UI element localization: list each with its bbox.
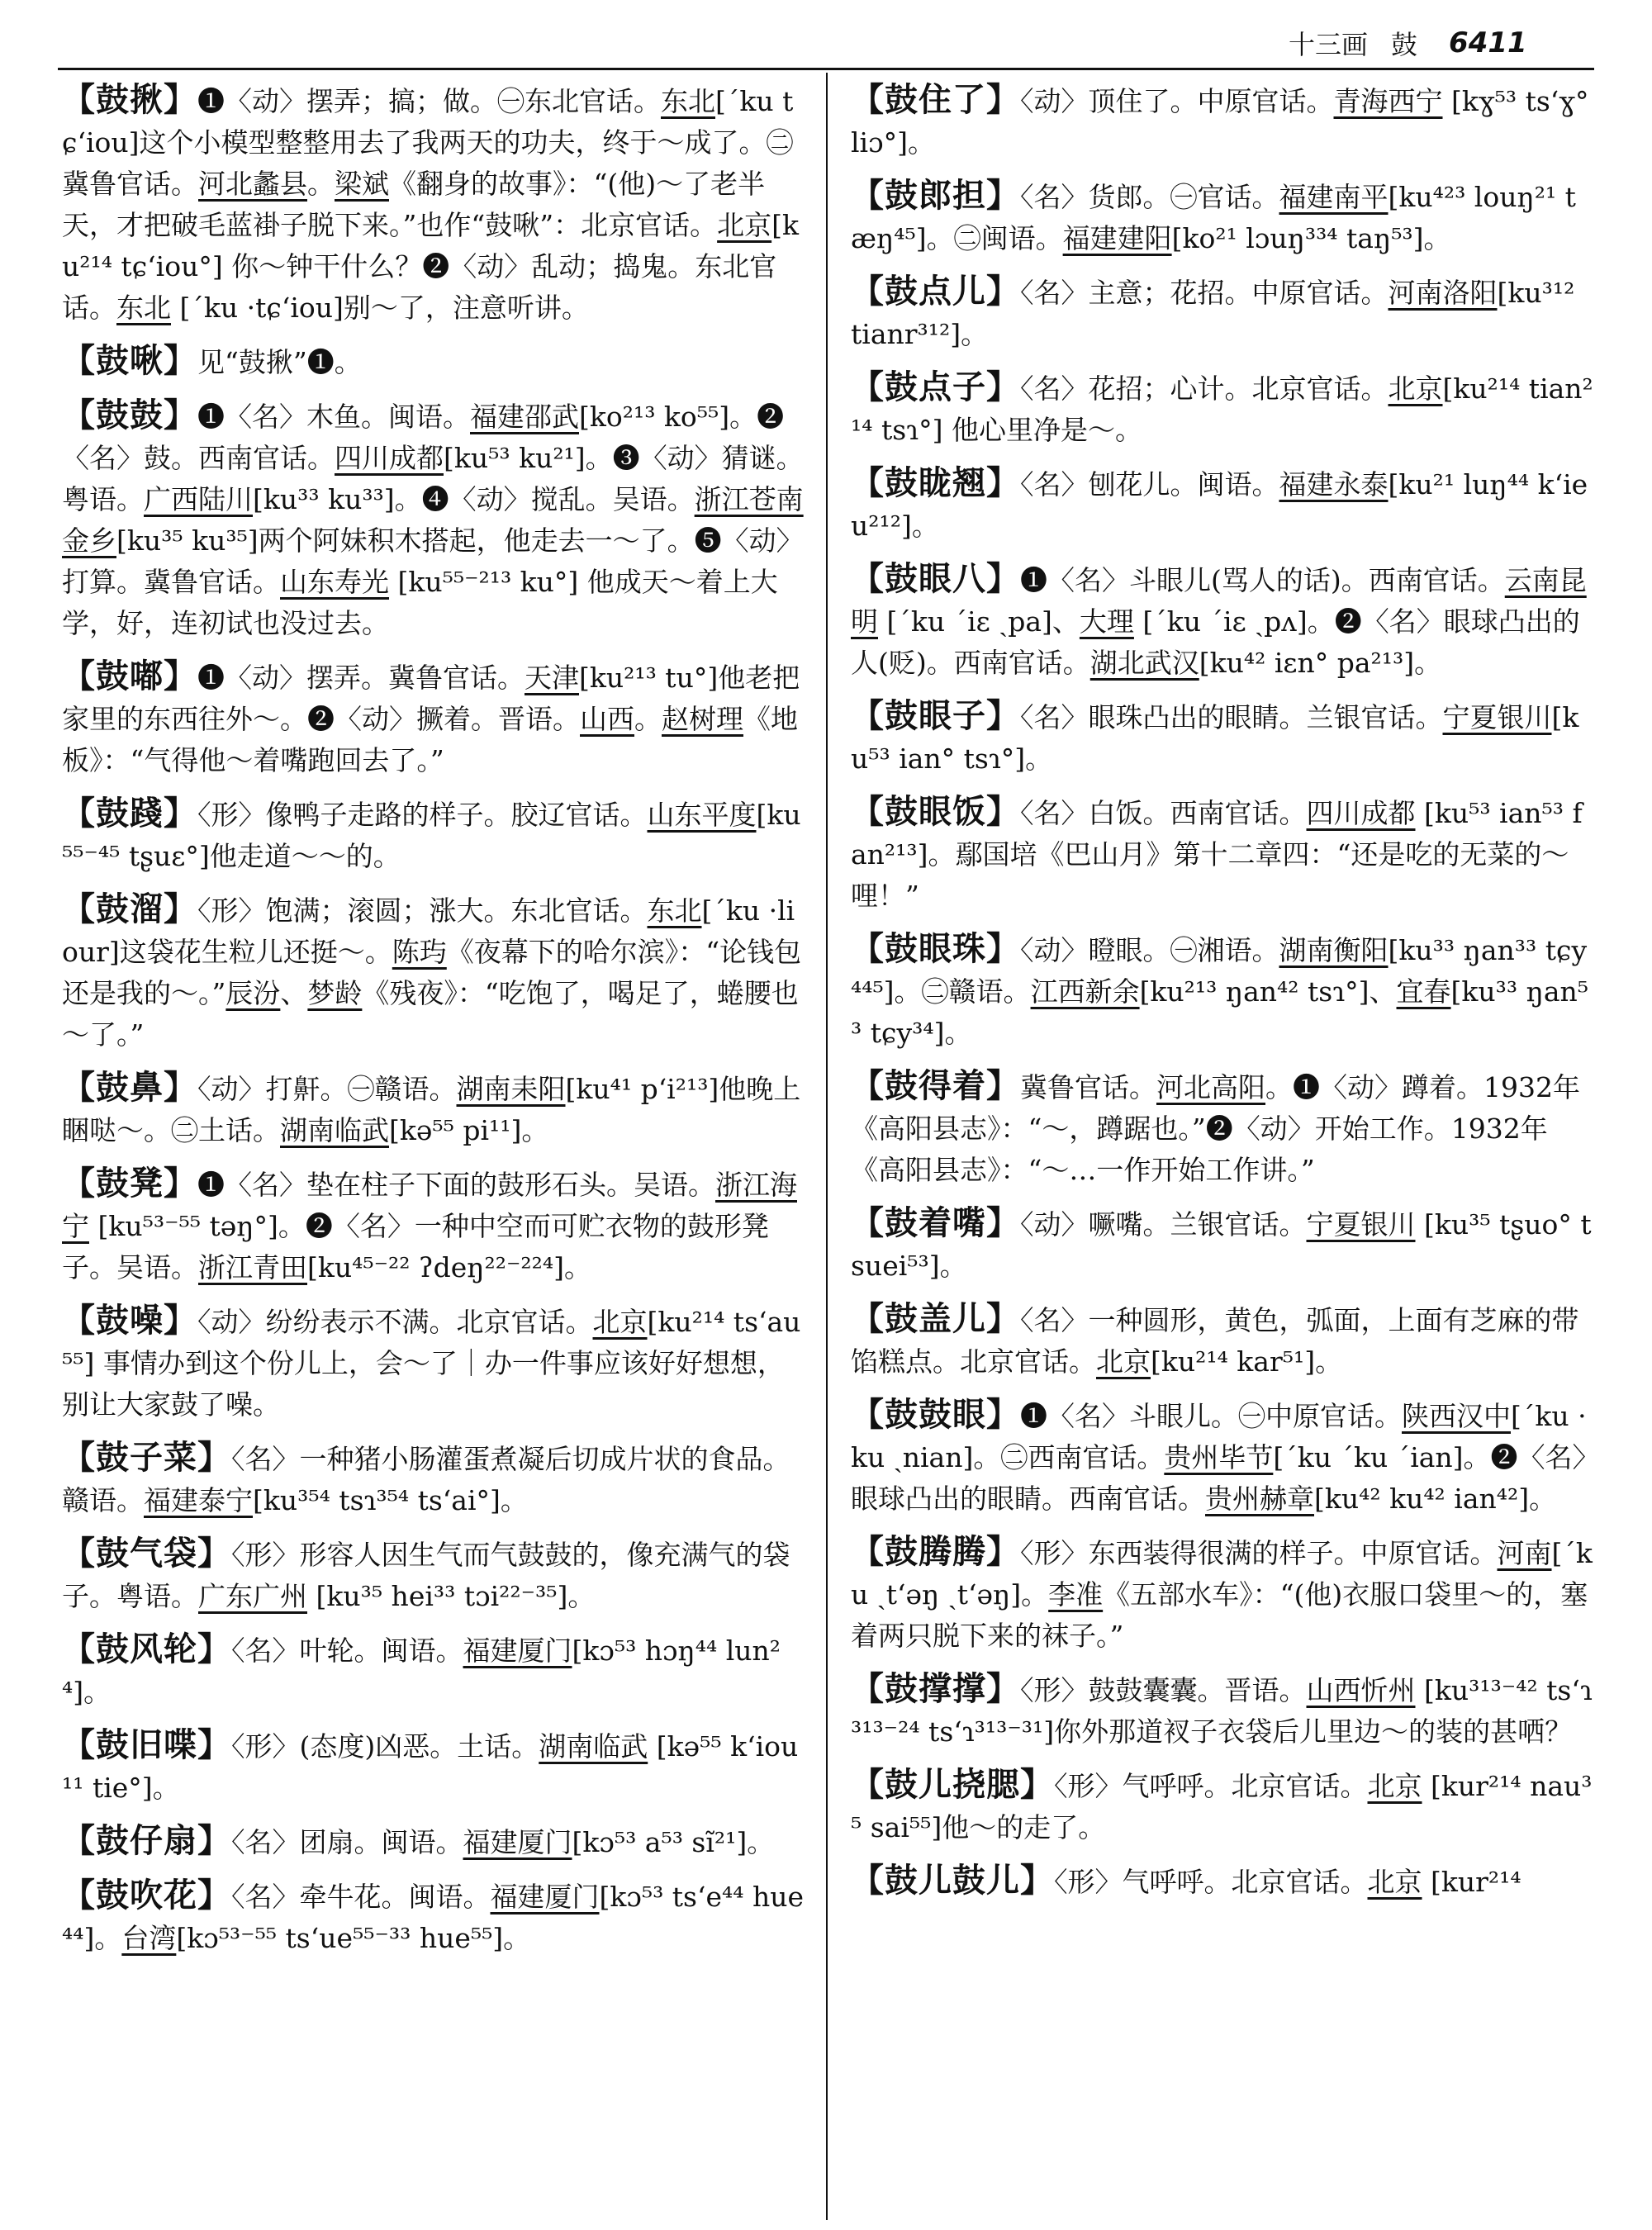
page-number: 6411 <box>1449 26 1527 59</box>
entry-place-name: 河北高阳 <box>1156 1071 1265 1103</box>
entry-place-name: 陈玙 <box>392 936 447 968</box>
entry-headword: 【鼓撑撑】 <box>851 1670 1020 1708</box>
dictionary-entry <box>62 1067 805 1151</box>
entry-place-name: 福建永泰 <box>1279 468 1389 501</box>
entry-text: 《残夜》：“吃饱了，喝足了，蜷腰也～了。” <box>62 977 799 1051</box>
entry-place-name: 北京 <box>717 209 772 241</box>
entry-text: [ku⁵⁵⁻²¹³ ku°] 他成天～着上大学，好，连初试也没过去。 <box>62 566 778 639</box>
entry-place-name: 河南 <box>1497 1537 1552 1569</box>
entry-headword: 【鼓点儿】 <box>851 273 1020 311</box>
entry-text: [ku³⁵ hei³³ tɔi²²⁻³⁵]。 <box>307 1580 596 1612</box>
entry-place-name: 山西 <box>580 703 634 735</box>
entry-text: 《地板》：“气得他～着嘴跑回去了。” <box>62 703 798 776</box>
entry-text: ❶〈名〉垫在柱子下面的鼓形石头。吴语。 <box>197 1169 715 1201</box>
entry-text: 〈动〉顶住了。中原官话。 <box>1020 85 1334 117</box>
entry-headword: 【鼓儿挠腮】 <box>851 1766 1054 1804</box>
entry-text: [ku³⁵ tʂuo° tsuei⁵³]。 <box>851 1208 1592 1282</box>
dictionary-entry <box>62 889 805 1056</box>
entry-text: [ku³³ ŋan⁵³ tɕy³⁴]。 <box>851 975 1588 1049</box>
entry-place-name: 云南昆明 <box>851 564 1587 638</box>
entry-text: [ku⁵³ ian⁵³ fan²¹³]。鄢国培《巴山月》第十二章四：“还是吃的无菜的～哩！” <box>851 797 1583 912</box>
entry-headword: 【鼓着嘴】 <box>851 1204 1020 1242</box>
entry-text: [ko²¹³ ko⁵⁵]。❷〈名〉鼓。西南官话。 <box>62 401 785 474</box>
entry-headword: 【鼓眼八】 <box>851 560 1020 598</box>
entry-headword: 【鼓郎担】 <box>851 177 1020 215</box>
dictionary-entry <box>851 1065 1594 1191</box>
entry-text: 冀鲁官话。 <box>1020 1071 1156 1103</box>
entry-text: 、 <box>280 977 308 1009</box>
entry-text: [ku⁵³ ku²¹]。❸〈动〉猜谜。粤语。 <box>62 442 804 515</box>
dictionary-entry <box>851 928 1594 1054</box>
dictionary-entry <box>851 1531 1594 1657</box>
entry-headword: 【鼓仔扇】 <box>62 1822 231 1860</box>
entry-text: 〈名〉一种圆形，黄色，弧面，上面有芝麻的带馅糕点。北京官话。 <box>851 1304 1579 1378</box>
entry-text: [ˊku ˊiɛ ˏpʌ]。❷〈名〉眼球凸出的人(贬)。西南官话。 <box>851 605 1580 679</box>
entry-headword: 【鼓吹花】 <box>62 1877 231 1914</box>
entry-headword: 【鼓凳】 <box>62 1165 197 1203</box>
column-divider <box>826 73 828 2220</box>
entry-place-name: 北京 <box>1367 1770 1422 1802</box>
entry-place-name: 大理 <box>1079 605 1134 638</box>
entry-place-name: 湖北武汉 <box>1089 647 1199 679</box>
entry-text: 〈形〉形容人因生气而气鼓鼓的，像充满气的袋子。粤语。 <box>62 1539 790 1612</box>
left-column <box>62 79 805 1971</box>
entry-text: [ku²¹⁴ tɕʻiou°] 你～钟干什么？❷〈动〉乱动；捣鬼。东北官话。 <box>62 209 799 324</box>
entry-text: [ku²¹³ tu°]他老把家里的东西往外～。❷〈动〉撅着。晋语。 <box>62 662 800 735</box>
dictionary-entry <box>62 1533 805 1617</box>
entry-place-name: 贵州毕节 <box>1164 1441 1274 1473</box>
entry-headword: 【鼓腾腾】 <box>851 1533 1020 1571</box>
entry-text: 〈名〉牵牛花。闽语。 <box>231 1881 491 1913</box>
dictionary-entry <box>62 793 805 877</box>
dictionary-entry <box>851 558 1594 684</box>
entry-text: [ˊku tɕʻiou]这个小模型整整用去了我两天的功夫，终于～成了。㊁冀鲁官话。 <box>62 85 794 200</box>
dictionary-entry <box>62 1300 805 1426</box>
entry-place-name: 福建泰宁 <box>144 1484 253 1516</box>
dictionary-entry <box>851 1860 1594 1903</box>
entry-place-name: 东北 <box>661 85 715 117</box>
entry-text: [ku²¹⁴ tsʻau⁵⁵] 事情办到这个份儿上，会～了｜办一件事应该好好想想，别让大家鼓了噪。 <box>62 1306 801 1421</box>
entry-place-name: 辰汾 <box>225 977 281 1009</box>
entry-place-name: 浙江海宁 <box>62 1169 797 1242</box>
entry-text: [ku⁴²³ louŋ²¹ tæŋ⁴⁵]。㊁闽语。 <box>851 181 1576 254</box>
entry-text: 〈名〉花招；心计。北京官话。 <box>1020 372 1389 405</box>
entry-text: 〈形〉东西装得很满的样子。中原官话。 <box>1020 1537 1498 1569</box>
entry-place-name: 北京 <box>1388 372 1443 405</box>
entry-text: [ku⁵³ ian° tsɿ°]。 <box>851 701 1579 775</box>
entry-headword: 【鼓气袋】 <box>62 1535 231 1573</box>
entry-text: [ˊku ·liour]这袋花生粒儿还挺～。 <box>62 894 795 968</box>
running-header <box>1289 18 1594 68</box>
entry-place-name: 东北 <box>647 894 702 927</box>
entry-text: 〈形〉鼓鼓囊囊。晋语。 <box>1020 1674 1307 1706</box>
entry-place-name: 山西忻州 <box>1306 1674 1416 1706</box>
entry-place-name: 河南洛阳 <box>1388 277 1498 309</box>
entry-place-name: 福建厦门 <box>463 1826 572 1858</box>
entry-text: [ku⁵⁵⁻⁴⁵ tʂuɛ°]他走道～～的。 <box>62 799 801 872</box>
entry-text: [ku⁵³⁻⁵⁵ təŋ°]。❷〈名〉一种中空而可贮衣物的鼓形凳子。吴语。 <box>62 1210 769 1283</box>
entry-text: 〈动〉纷纷表示不满。北京官话。 <box>197 1306 593 1338</box>
entry-text: 〈形〉气呼呼。北京官话。 <box>1054 1866 1368 1898</box>
entry-headword: 【鼓眼珠】 <box>851 930 1020 968</box>
dictionary-entry <box>62 340 805 383</box>
entry-place-name: 江西新余 <box>1030 975 1140 1008</box>
entry-headword: 【鼓风轮】 <box>62 1630 231 1668</box>
entry-text: 〈形〉(态度)凶恶。土话。 <box>231 1730 539 1763</box>
entry-place-name: 贵州赫章 <box>1205 1483 1314 1515</box>
entry-place-name: 北京 <box>1367 1866 1422 1898</box>
entry-text: ❶〈名〉斗眼儿。㊀中原官话。 <box>1020 1400 1402 1432</box>
entry-headword: 【鼓住了】 <box>851 81 1020 119</box>
entry-text: [ku³¹² tianr³¹²]。 <box>851 277 1575 350</box>
entry-place-name: 北京 <box>1096 1345 1151 1378</box>
entry-place-name: 梦龄 <box>307 977 363 1009</box>
entry-text: ❶〈名〉斗眼儿(骂人的话)。西南官话。 <box>1020 564 1505 596</box>
entry-headword: 【鼓眬翘】 <box>851 464 1020 502</box>
header-rule <box>58 68 1594 70</box>
entry-text: [ku²¹⁴ tian²¹⁴ tsɿ°] 他心里净是～。 <box>851 372 1593 446</box>
entry-text: 《五部水车》：“(他)衣服口袋里～的，塞着两只脱下来的袜子。” <box>851 1578 1588 1652</box>
entry-text: [ku³⁵ ku³⁵]两个阿妹积木搭起，他走去一～了。❺〈动〉打算。冀鲁官话。 <box>62 524 804 598</box>
entry-place-name: 山东寿光 <box>280 566 389 598</box>
entry-place-name: 梁斌 <box>335 168 389 200</box>
entry-text: [kə⁵⁵ pi¹¹]。 <box>389 1114 549 1146</box>
entry-text: [ko²¹ lɔuŋ³³⁴ taŋ⁵³]。 <box>1171 222 1451 254</box>
dictionary-entry <box>62 79 805 329</box>
entry-place-name: 北京 <box>592 1306 648 1338</box>
entry-text: [kə⁵⁵ kʻiou¹¹ tie°]。 <box>62 1730 799 1804</box>
entry-text: ❶〈动〉摆弄。冀鲁官话。 <box>197 662 525 694</box>
entry-text: 〈形〉饱满；滚圆；涨大。东北官话。 <box>197 894 648 927</box>
entry-text: [ku⁴⁵⁻²² ʔdeŋ²²⁻²²⁴]。 <box>307 1251 591 1283</box>
entry-text: [kɔ⁵³⁻⁵⁵ tsʻue⁵⁵⁻³³ hue⁵⁵]。 <box>176 1922 531 1954</box>
stroke-label: 十三画 <box>1289 29 1369 60</box>
dictionary-entry <box>851 695 1594 780</box>
entry-headword: 【鼓踐】 <box>62 795 197 833</box>
entry-place-name: 福建邵武 <box>470 401 579 433</box>
entry-place-name: 山东平度 <box>647 799 757 831</box>
entry-text: [ˊku ·tɕʻiou]别～了，注意听讲。 <box>171 292 589 324</box>
entry-place-name: 广东广州 <box>198 1580 307 1612</box>
dictionary-entry <box>851 1394 1594 1520</box>
dictionary-entry <box>851 463 1594 547</box>
entry-place-name: 宁夏银川 <box>1442 701 1552 733</box>
entry-text: [ku²¹⁴ kar⁵¹]。 <box>1151 1345 1343 1378</box>
entry-text: 〈名〉白饭。西南官话。 <box>1020 797 1307 829</box>
entry-headword: 【鼓揪】 <box>62 81 197 119</box>
entry-text: [kur²¹⁴ <box>1422 1866 1521 1898</box>
entry-text: 见“鼓揪”❶。 <box>197 346 362 378</box>
entry-place-name: 湖南耒阳 <box>456 1073 566 1105</box>
dictionary-entry <box>851 1203 1594 1287</box>
entry-place-name: 四川成都 <box>335 442 444 474</box>
entry-headword: 【鼓点子】 <box>851 368 1020 406</box>
dictionary-entry <box>851 1764 1594 1848</box>
entry-text: 。 <box>634 703 662 735</box>
entry-text: [ˊku ˊku ˊian]。❷〈名〉眼球凸出的眼睛。西南官话。 <box>851 1441 1587 1515</box>
entry-text: [ku⁴² ku⁴² ian⁴²]。 <box>1314 1483 1557 1515</box>
entry-place-name: 福建南平 <box>1279 181 1389 213</box>
entry-headword: 【鼓眼饭】 <box>851 793 1020 831</box>
dictionary-entry <box>62 1725 805 1809</box>
entry-text: [ˊku ·ku ˎnian]。㊁西南官话。 <box>851 1400 1587 1473</box>
entry-place-name: 赵树理 <box>662 703 743 735</box>
entry-text: ❶〈动〉摆弄；搞；做。㊀东北官话。 <box>197 85 661 117</box>
entry-place-name: 天津 <box>525 662 579 694</box>
entry-headword: 【鼓鼓】 <box>62 396 197 434</box>
entry-text: [kɔ⁵³ tsʻe⁴⁴ hue⁴⁴]。 <box>62 1881 804 1954</box>
entry-text: [ku³³ ŋan³³ tɕy⁴⁴⁵]。㊁赣语。 <box>851 934 1588 1008</box>
dictionary-entry <box>851 271 1594 355</box>
entry-text: 〈名〉团扇。闽语。 <box>231 1826 463 1858</box>
dictionary-entry <box>851 791 1594 917</box>
dictionary-entry <box>851 79 1594 164</box>
entry-place-name: 浙江青田 <box>198 1251 307 1283</box>
dictionary-entry <box>851 367 1594 451</box>
entry-place-name: 河北蠡县 <box>198 168 307 200</box>
entry-place-name: 宁夏银川 <box>1306 1208 1416 1241</box>
entry-place-name: 广西陆川 <box>144 483 253 515</box>
entry-text: 〈名〉刨花儿。闽语。 <box>1020 468 1279 501</box>
dictionary-entry <box>851 1298 1594 1383</box>
entry-place-name: 福建厦门 <box>490 1881 600 1913</box>
dictionary-entry <box>851 1668 1594 1753</box>
entry-text: [kur²¹⁴ nau³⁵ sai⁵⁵]他～的走了。 <box>851 1770 1593 1843</box>
entry-headword: 【鼓得着】 <box>851 1067 1020 1105</box>
entry-headword: 【鼓嘟】 <box>62 657 197 695</box>
entry-text: [ku³³ ku³³]。❹〈动〉搅乱。吴语。 <box>253 483 695 515</box>
entry-text: [ku³⁵⁴ tsɿ³⁵⁴ tsʻai°]。 <box>253 1484 528 1516</box>
entry-text: [ˊku ˊiɛ ˏpa]、 <box>878 605 1080 638</box>
entry-text: 。 <box>307 168 335 200</box>
entry-text: [kɣ⁵³ tsʻɣ° liɔ°]。 <box>851 85 1589 159</box>
entry-place-name: 福建厦门 <box>463 1635 572 1667</box>
entry-text: [ku²¹³ ŋan⁴² tsɿ°]、 <box>1139 975 1397 1008</box>
entry-text: 〈名〉眼珠凸出的眼睛。兰银官话。 <box>1020 701 1443 733</box>
dictionary-entry <box>62 1163 805 1288</box>
entry-headword: 【鼓溜】 <box>62 890 197 928</box>
entry-place-name: 陕西汉中 <box>1402 1400 1511 1432</box>
right-column <box>851 79 1594 1914</box>
entry-text: 。❶〈动〉蹲着。1932年《高阳县志》：“～，蹲踞也。”❷〈动〉开始工作。1932年《高阳县志》：“～…一作开始工作讲。” <box>851 1071 1580 1186</box>
dictionary-entry <box>62 1437 805 1521</box>
entry-headword: 【鼓儿鼓儿】 <box>851 1862 1054 1900</box>
entry-headword: 【鼓鼻】 <box>62 1069 197 1107</box>
entry-text: [kɔ⁵³ a⁵³ sĩ²¹]。 <box>572 1826 775 1858</box>
entry-place-name: 湖南临武 <box>280 1114 389 1146</box>
entry-text: 〈名〉一种猪小肠灌蛋煮凝后切成片状的食品。赣语。 <box>62 1443 790 1516</box>
entry-place-name: 宜春 <box>1396 975 1451 1008</box>
entry-text: ❶〈名〉木鱼。闽语。 <box>197 401 470 433</box>
dictionary-entry <box>62 1875 805 1959</box>
entry-text: [ku²¹ luŋ⁴⁴ kʻieu²¹²]。 <box>851 468 1588 542</box>
entry-text: 〈名〉主意；花招。中原官话。 <box>1020 277 1389 309</box>
entry-text: [kɔ⁵³ hɔŋ⁴⁴ lun²⁴]。 <box>62 1635 781 1708</box>
entry-place-name: 湖南临武 <box>539 1730 648 1763</box>
entry-text: [ku⁴¹ pʻi²¹³]他晚上睏哒～。㊁土话。 <box>62 1073 801 1146</box>
entry-text: [ku³¹³⁻⁴² tsʻɿ³¹³⁻²⁴ tsʻɿ³¹³⁻³¹]你外那道衩子衣袋后儿里边～的装的甚哂？ <box>851 1674 1593 1748</box>
dictionary-entry <box>62 1629 805 1713</box>
entry-headword: 【鼓旧喋】 <box>62 1726 231 1764</box>
entry-text: 〈动〉打鼾。㊀赣语。 <box>197 1073 457 1105</box>
radical-label: 鼓 <box>1391 29 1418 60</box>
entry-place-name: 东北 <box>116 292 171 324</box>
entry-text: 〈名〉叶轮。闽语。 <box>231 1635 463 1667</box>
entry-place-name: 四川成都 <box>1306 797 1416 829</box>
entry-text: [ˊku ˎtʻəŋ ˎtʻəŋ]。 <box>851 1537 1593 1611</box>
entry-place-name: 福建建阳 <box>1062 222 1172 254</box>
entry-text: 〈形〉像鸭子走路的样子。胶辽官话。 <box>197 799 648 831</box>
dictionary-entry <box>62 656 805 781</box>
entry-place-name: 青海西宁 <box>1333 85 1443 117</box>
entry-place-name: 李准 <box>1048 1578 1104 1611</box>
dictionary-entry <box>851 175 1594 259</box>
entry-place-name: 浙江苍南金乡 <box>62 483 804 557</box>
entry-headword: 【鼓盖儿】 <box>851 1300 1020 1338</box>
entry-place-name: 湖南衡阳 <box>1279 934 1389 966</box>
dictionary-entry <box>62 1820 805 1863</box>
entry-headword: 【鼓鼓眼】 <box>851 1396 1020 1434</box>
entry-text: 〈动〉瞪眼。㊀湘语。 <box>1020 934 1279 966</box>
entry-text: 〈动〉噘嘴。兰银官话。 <box>1020 1208 1307 1241</box>
entry-text: 《夜幕下的哈尔滨》：“论钱包还是我的～。” <box>62 936 802 1009</box>
entry-text: [ku⁴² iɛn° pa²¹³]。 <box>1199 647 1442 679</box>
entry-text: 〈形〉气呼呼。北京官话。 <box>1054 1770 1368 1802</box>
entry-text: 〈名〉货郎。㊀官话。 <box>1020 181 1279 213</box>
entry-headword: 【鼓眼子】 <box>851 697 1020 735</box>
entry-headword: 【鼓噪】 <box>62 1302 197 1340</box>
dictionary-entry <box>62 395 805 644</box>
entry-headword: 【鼓子菜】 <box>62 1439 231 1477</box>
entry-headword: 【鼓啾】 <box>62 342 197 380</box>
entry-text: 《翻身的故事》：“(他)～了老半天，才把破毛蓝褂子脱下来。”也作“鼓啾”：北京官话。 <box>62 168 766 241</box>
entry-place-name: 台湾 <box>121 1922 177 1954</box>
